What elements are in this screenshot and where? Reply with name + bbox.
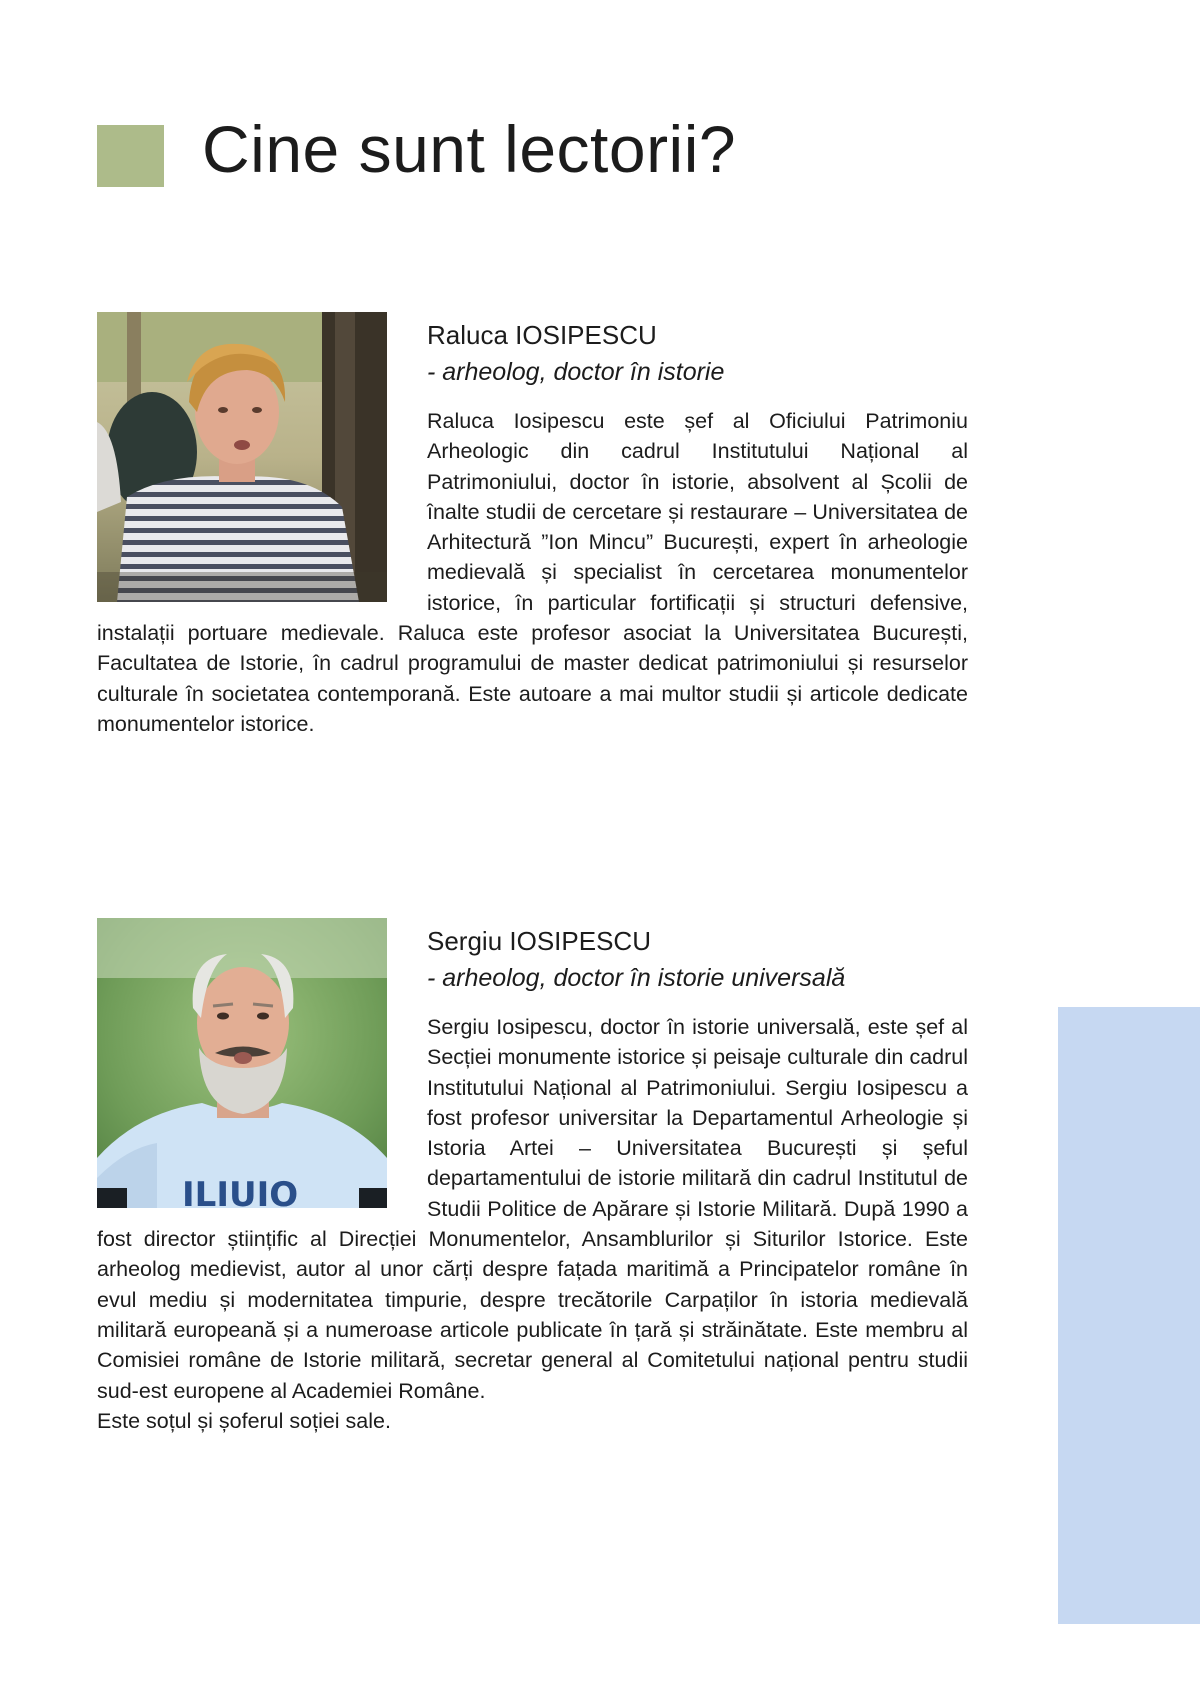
lecturer-name: Sergiu IOSIPESCU [427, 926, 651, 956]
lecturer-role: - arheolog, doctor în istorie [427, 358, 725, 386]
lecturer-photo [97, 312, 387, 602]
lecturer-bio: Raluca Iosipescu este șef al Oficiului Patrimoniu Arheologic din cadrul Institutului Național al Patrimoniului, doctor în istorie, absolvent al Școlii de înalte studii de cercetare și restaurare – Universitatea de Arhitectură ”Ion Mincu” București, expert în arheologie medievală și specialist în cercetarea monumentelor istorice, în particular fortificații și structuri defensive, instalații portuare medievale. Raluca este profesor asociat la Universitatea București, Facultatea de Istorie, în cadrul programului de master dedicat patrimoniului și resurselor culturale în societatea contemporană. Este autoare a mai multor studii și articole dedicate monumentelor istorice. [97, 409, 968, 736]
lecturer-role: - arheolog, doctor în istorie universală [427, 964, 846, 992]
portrait-man-image [97, 918, 387, 1208]
decorative-side-band [1058, 1007, 1200, 1624]
page-title: Cine sunt lectorii? [202, 112, 737, 186]
lecturer-bio: Sergiu Iosipescu, doctor în istorie universală, este șef al Secției monumente istorice și peisaje culturale din cadrul Institutului Național al Patrimoniului. Sergiu Iosipescu a fost profesor universitar la Departamentul Arheologie și Istoria Artei – Universitatea București și șeful departamentului de istorie militară din cadrul Institutul de Studii Politice de Apărare și Istorie Militară. După 1990 a fost director științific al Direcției Monumentelor, Ansamblurilor și Siturilor Istorice. Este arheolog medievist, autor al unor cărți despre fațada maritimă a Principatelor române în evul mediu și modernitatea timpurie, despre trecătorile Carpaților în istoria medievală militară europeană și a numeroase articole publicate în țară și străinătate. Este membru al Comisiei române de Istorie militară, secretar general al Comitetului național pentru studii sud-est europene al Academiei Române. [97, 1015, 968, 1403]
lecturer-photo [97, 918, 387, 1208]
svg-text:ILIUIO: ILIUIO [182, 1175, 299, 1208]
lecturer-card [97, 918, 968, 1436]
lecturer-name: Raluca IOSIPESCU [427, 320, 657, 350]
title-accent-square [97, 125, 164, 187]
lecturer-card [97, 312, 968, 739]
lecturer-bio-extra: Este soțul și șoferul soției sale. [97, 1408, 391, 1433]
portrait-woman-image [97, 312, 387, 602]
